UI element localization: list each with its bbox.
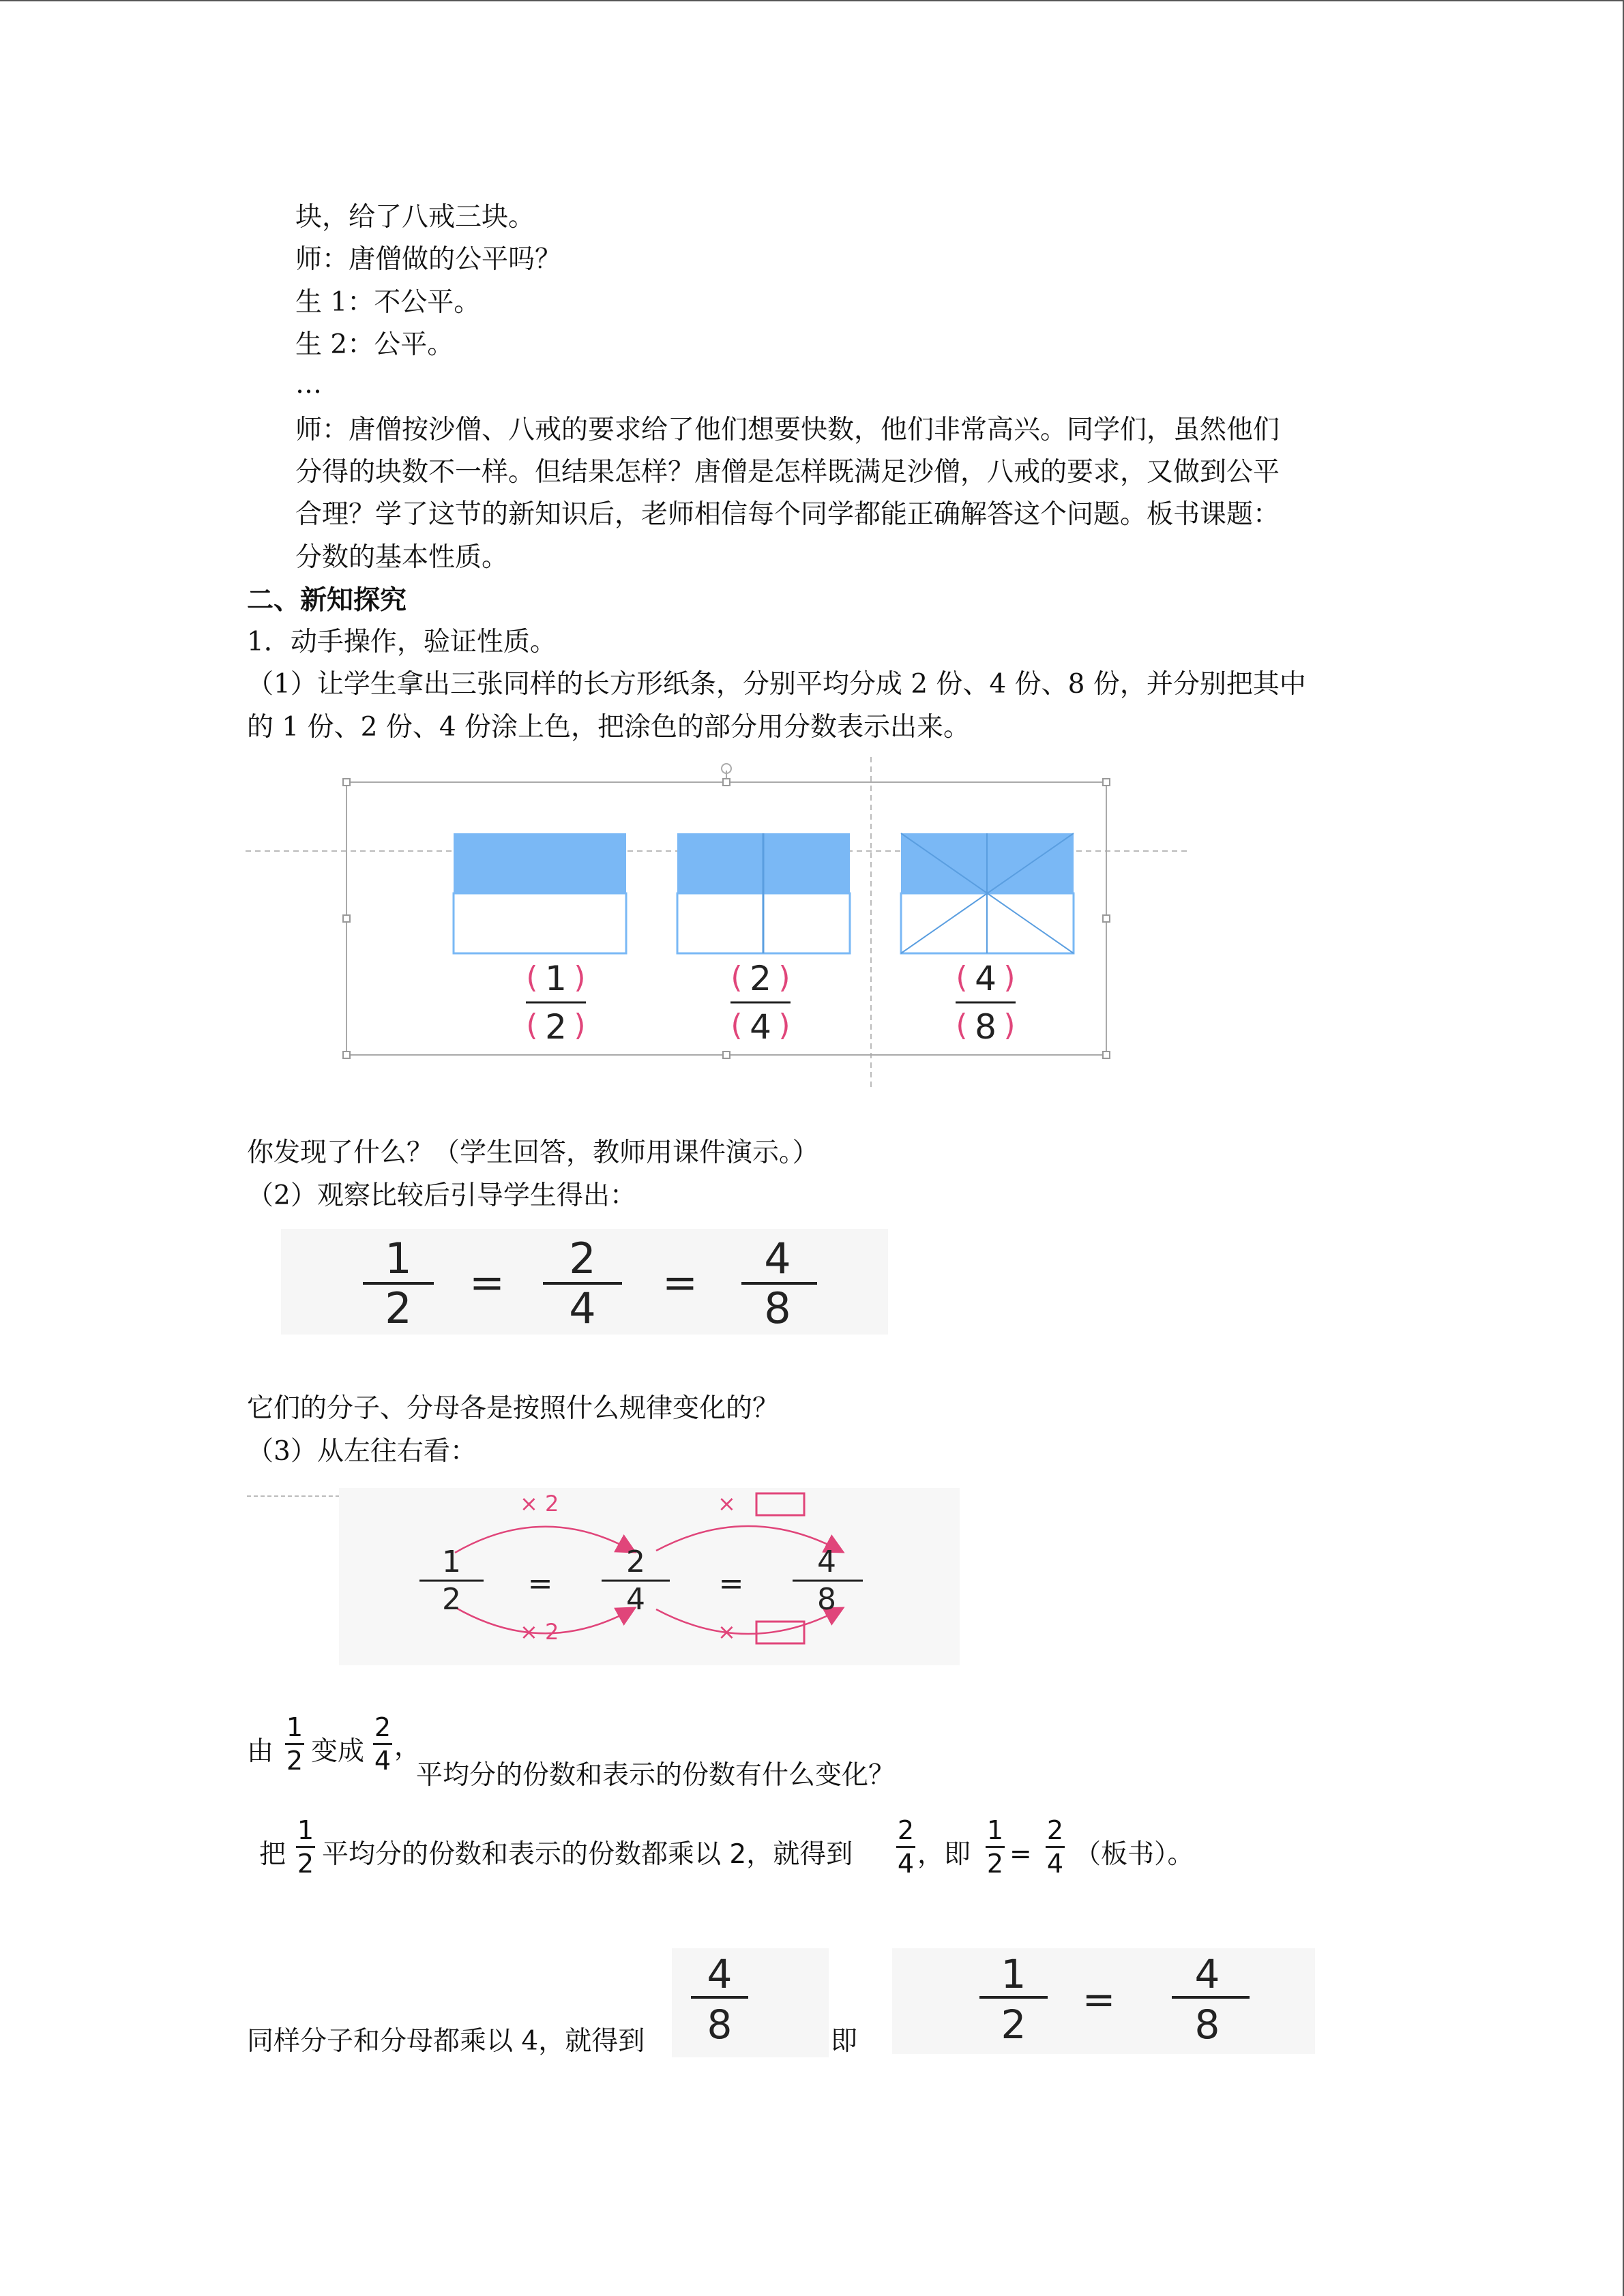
svg-text:1: 1: [545, 959, 567, 998]
multiply-text-mid: 平均分的份数和表示的份数都乘以 2，就得到: [322, 1839, 853, 1870]
intro-line-3: 生 1：不公平。: [295, 287, 481, 318]
svg-text:(: (: [730, 960, 743, 995]
top-right-multiplier: ×: [718, 1491, 736, 1517]
svg-text:4: 4: [750, 1007, 771, 1047]
section-heading: 二、新知探究: [247, 584, 407, 616]
svg-text:1: 1: [385, 1234, 412, 1283]
intro-line-2: 师：唐僧做的公平吗？: [295, 244, 562, 275]
intro-line-5: …: [295, 369, 322, 400]
multiply-text-prefix: 把: [259, 1839, 286, 1870]
svg-text:): ): [778, 960, 791, 995]
svg-text:=: =: [662, 1257, 698, 1307]
multiply-equals: =: [1009, 1839, 1032, 1870]
strip-fraction-3: [956, 959, 1016, 1047]
intro-para-line-4: 分数的基本性质。: [295, 542, 509, 573]
svg-text:8: 8: [707, 2001, 733, 2048]
final-text-prefix: 同样分子和分母都乘以 4，就得到: [247, 2026, 645, 2057]
intro-para-line-2: 分得的块数不一样。但结果怎样？唐僧是怎样既满足沙僧，八戒的要求，又做到公平: [295, 457, 1280, 488]
final-fraction-image: [672, 1948, 829, 2057]
svg-text:1: 1: [1001, 1951, 1027, 1997]
svg-text:2: 2: [1001, 2001, 1027, 2048]
paper-strips-figure: [242, 754, 1197, 1094]
svg-text:=: =: [718, 1566, 744, 1601]
strip-halves: [454, 833, 626, 953]
intro-line-4: 生 2：公平。: [295, 329, 454, 360]
svg-text:1: 1: [442, 1545, 461, 1579]
change-text-mid: 变成: [311, 1736, 365, 1767]
svg-text:): ): [574, 960, 586, 995]
svg-text:): ): [574, 1008, 586, 1043]
final-equation-image: [892, 1948, 1315, 2054]
change-text-question: 平均分的份数和表示的份数有什么变化？: [416, 1760, 896, 1791]
question-2: （2）观察比较后引导学生得出：: [247, 1180, 636, 1211]
svg-text:=: =: [527, 1566, 553, 1601]
svg-text:2: 2: [385, 1283, 412, 1333]
strip-fraction-1: [526, 959, 586, 1047]
svg-text:): ): [1003, 1008, 1016, 1043]
multiply-fraction-3: 1 2: [986, 1815, 1004, 1879]
svg-text:=: =: [1082, 1976, 1116, 2023]
svg-text:4: 4: [975, 959, 996, 998]
multiply-fraction-1: 1 2: [297, 1815, 314, 1879]
top-left-multiplier: × 2: [520, 1491, 559, 1517]
svg-text:): ): [778, 1008, 791, 1043]
final-text-ji: 即: [831, 2026, 858, 2057]
svg-text:2: 2: [545, 1007, 567, 1047]
multiply-text-ji: ，即: [917, 1839, 971, 1870]
strip-eighths: [901, 833, 1074, 953]
intro-para-line-1: 师：唐僧按沙僧、八戒的要求给了他们想要快数，他们非常高兴。同学们，虽然他们: [295, 415, 1280, 445]
svg-text:2: 2: [750, 959, 771, 998]
svg-text:=: =: [469, 1257, 505, 1307]
question-3: 它们的分子、分母各是按照什么规律变化的？: [247, 1393, 780, 1424]
svg-text:8: 8: [817, 1582, 836, 1617]
bottom-right-multiplier: ×: [718, 1619, 736, 1645]
svg-text:8: 8: [975, 1007, 996, 1047]
multiply-fraction-4: 2 4: [1046, 1815, 1064, 1879]
svg-text:4: 4: [817, 1545, 836, 1579]
question-4: （3）从左往右看：: [247, 1436, 477, 1467]
task1-line-2: 的 1 份、2 份、4 份涂上色，把涂色的部分用分数表示出来。: [247, 712, 971, 743]
svg-text:4: 4: [1194, 1951, 1220, 1997]
change-text-prefix: 由: [247, 1736, 274, 1767]
svg-text:(: (: [956, 1008, 968, 1043]
svg-text:4: 4: [764, 1234, 791, 1283]
svg-text:2: 2: [569, 1234, 596, 1283]
change-text-comma: ，: [394, 1731, 422, 1762]
strip-fraction-2: [730, 959, 791, 1047]
multiply-fraction-2: 2 4: [897, 1815, 915, 1879]
svg-text:2: 2: [626, 1545, 645, 1579]
svg-text:(: (: [526, 960, 538, 995]
svg-text:8: 8: [1194, 2001, 1220, 2048]
svg-text:8: 8: [764, 1283, 791, 1333]
intro-line-1: 块，给了八戒三块。: [295, 202, 535, 233]
question-1: 你发现了什么？（学生回答，教师用课件演示。）: [247, 1137, 819, 1168]
svg-text:4: 4: [569, 1283, 596, 1333]
strip-quarters: [677, 833, 850, 953]
svg-text:): ): [1003, 960, 1016, 995]
multiply-text-board: （板书）。: [1074, 1839, 1194, 1870]
task1-line-1: （1）让学生拿出三张同样的长方形纸条，分别平均分成 2 份、4 份、8 份，并分别把其中: [247, 669, 1306, 700]
svg-text:(: (: [956, 960, 968, 995]
multiplication-arrows-figure: [339, 1488, 960, 1665]
svg-text:(: (: [526, 1008, 538, 1043]
change-fraction-1: 1 2: [286, 1712, 304, 1776]
svg-text:(: (: [730, 1008, 743, 1043]
equation-figure: [281, 1229, 888, 1335]
svg-text:4: 4: [626, 1582, 645, 1617]
subsection-heading: 1．动手操作，验证性质。: [247, 627, 557, 657]
svg-text:2: 2: [442, 1582, 461, 1617]
bottom-left-multiplier: × 2: [520, 1619, 559, 1645]
change-fraction-2: 2 4: [374, 1712, 392, 1776]
svg-text:4: 4: [707, 1951, 733, 1997]
intro-para-line-3: 合理？学了这节的新知识后，老师相信每个同学都能正确解答这个问题。板书课题：: [295, 499, 1280, 530]
